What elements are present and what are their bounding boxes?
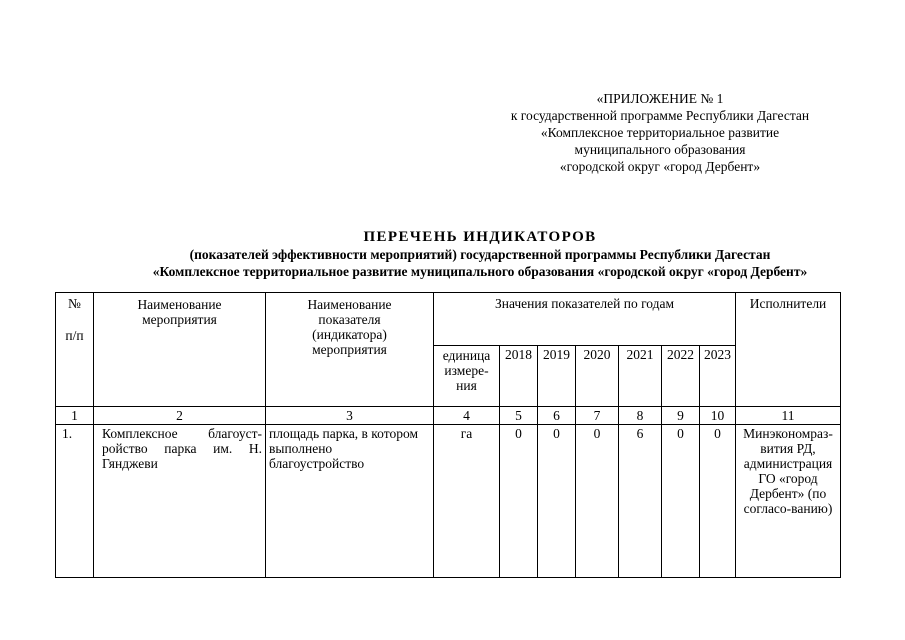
row-indicator: площадь парка, в котором выполнено благоустройство — [266, 425, 434, 578]
column-number: 5 — [500, 407, 538, 425]
header-year: 2018 — [500, 346, 538, 407]
column-number: 3 — [266, 407, 434, 425]
column-number-row — [56, 407, 841, 425]
header-year: 2023 — [700, 346, 736, 407]
header-row-1 — [56, 293, 841, 346]
column-number: 8 — [619, 407, 662, 425]
header-values-by-year: Значения показателей по годам — [434, 293, 736, 346]
row-unit: га — [434, 425, 500, 578]
row-value-2021: 6 — [619, 425, 662, 578]
column-number: 2 — [94, 407, 266, 425]
appendix-line: «городской округ «город Дербент» — [559, 159, 761, 174]
header-year: 2020 — [576, 346, 619, 407]
appendix-line: «ПРИЛОЖЕНИЕ № 1 — [596, 91, 724, 106]
header-number — [56, 293, 94, 407]
header-number-pp: п/п — [65, 328, 84, 343]
appendix-line: «Комплексное территориальное развитие — [540, 125, 780, 140]
header-unit: единица измере-ния — [434, 346, 500, 407]
header-executors: Исполнители — [736, 293, 841, 407]
column-number: 6 — [538, 407, 576, 425]
header-number-sign: № — [68, 296, 81, 311]
title-sub-2: «Комплексное территориальное развитие муниципального образования «городской округ «город Дербент» — [152, 264, 808, 279]
row-value-2022: 0 — [662, 425, 700, 578]
appendix-header — [470, 90, 850, 175]
appendix-line: муниципального образования — [574, 142, 746, 157]
row-number: 1. — [56, 425, 94, 578]
header-event-name: Наименование мероприятия — [94, 293, 266, 407]
column-number: 11 — [736, 407, 841, 425]
title-main: ПЕРЕЧЕНЬ ИНДИКАТОРОВ — [363, 229, 597, 245]
header-year: 2022 — [662, 346, 700, 407]
header-year: 2019 — [538, 346, 576, 407]
column-number: 7 — [576, 407, 619, 425]
document-title — [60, 228, 900, 280]
column-number: 1 — [56, 407, 94, 425]
column-number: 9 — [662, 407, 700, 425]
column-number: 10 — [700, 407, 736, 425]
row-value-2018: 0 — [500, 425, 538, 578]
header-year: 2021 — [619, 346, 662, 407]
column-number: 4 — [434, 407, 500, 425]
row-event: Комплексное благоуст-ройство парка им. Н. Гянджеви — [94, 425, 266, 578]
row-executor: Минэкономраз-вития РД, администрация ГО «город Дербент» (по согласо-ванию) — [736, 425, 841, 578]
row-value-2019: 0 — [538, 425, 576, 578]
row-value-2020: 0 — [576, 425, 619, 578]
row-value-2023: 0 — [700, 425, 736, 578]
title-sub-1: (показателей эффективности мероприятий) государственной программы Республики Дагестан — [189, 247, 771, 262]
header-indicator-name: Наименование показателя (индикатора) мероприятия — [266, 293, 434, 407]
indicators-table — [55, 292, 841, 578]
table-row — [56, 425, 841, 578]
appendix-line: к государственной программе Республики Дагестан — [510, 108, 810, 123]
